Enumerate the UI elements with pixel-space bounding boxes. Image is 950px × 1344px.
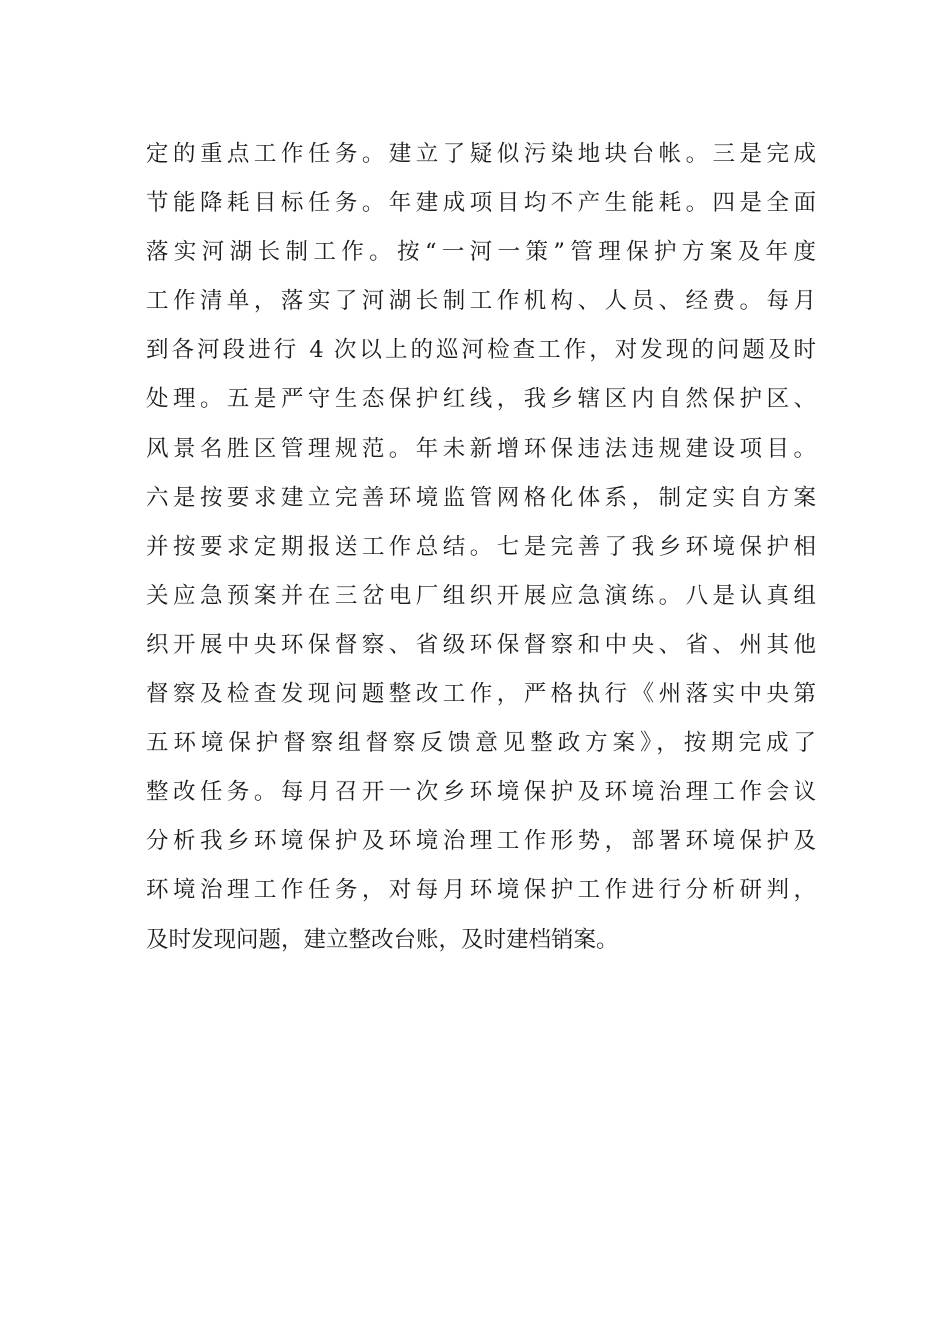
text-line: 落实河湖长制工作。按“一河一策”管理保护方案及年度 [146, 239, 816, 266]
text-line: 环境治理工作任务，对每月环境保护工作进行分析研判， [146, 877, 816, 904]
text-line: 定的重点工作任务。建立了疑似污染地块台帐。三是完成 [146, 141, 816, 167]
text-line: 工作清单，落实了河湖长制工作机构、人员、经费。每月 [146, 288, 816, 315]
text-line: 整改任务。每月召开一次乡环境保护及环境治理工作会议 [146, 779, 816, 806]
text-line: 六是按要求建立完善环境监管网格化体系，制定实自方案 [146, 484, 816, 511]
text-line: 风景名胜区管理规范。年未新增环保违法违规建设项目。 [146, 435, 816, 462]
text-line: 节能降耗目标任务。年建成项目均不产生能耗。四是全面 [146, 190, 816, 217]
text-line: 五环境保护督察组督察反馈意见整政方案》，按期完成了 [146, 730, 816, 757]
text-line: 关应急预案并在三岔电厂组织开展应急演练。八是认真组 [146, 582, 816, 609]
text-line: 织开展中央环保督察、省级环保督察和中央、省、州其他 [146, 631, 816, 658]
text-line: 并按要求定期报送工作总结。七是完善了我乡环境保护相 [146, 533, 816, 560]
text-line: 督察及检查发现问题整改工作，严格执行《州落实中央第 [146, 681, 816, 708]
text-line: 及时发现问题，建立整改台账，及时建档销案。 [146, 926, 619, 953]
text-line: 处理。五是严守生态保护红线，我乡辖区内自然保护区、 [146, 386, 816, 413]
text-line: 到各河段进行 4 次以上的巡河检查工作，对发现的问题及时 [146, 337, 816, 364]
text-line: 分析我乡环境保护及环境治理工作形势，部署环境保护及 [146, 828, 816, 855]
body-paragraph [146, 130, 816, 965]
